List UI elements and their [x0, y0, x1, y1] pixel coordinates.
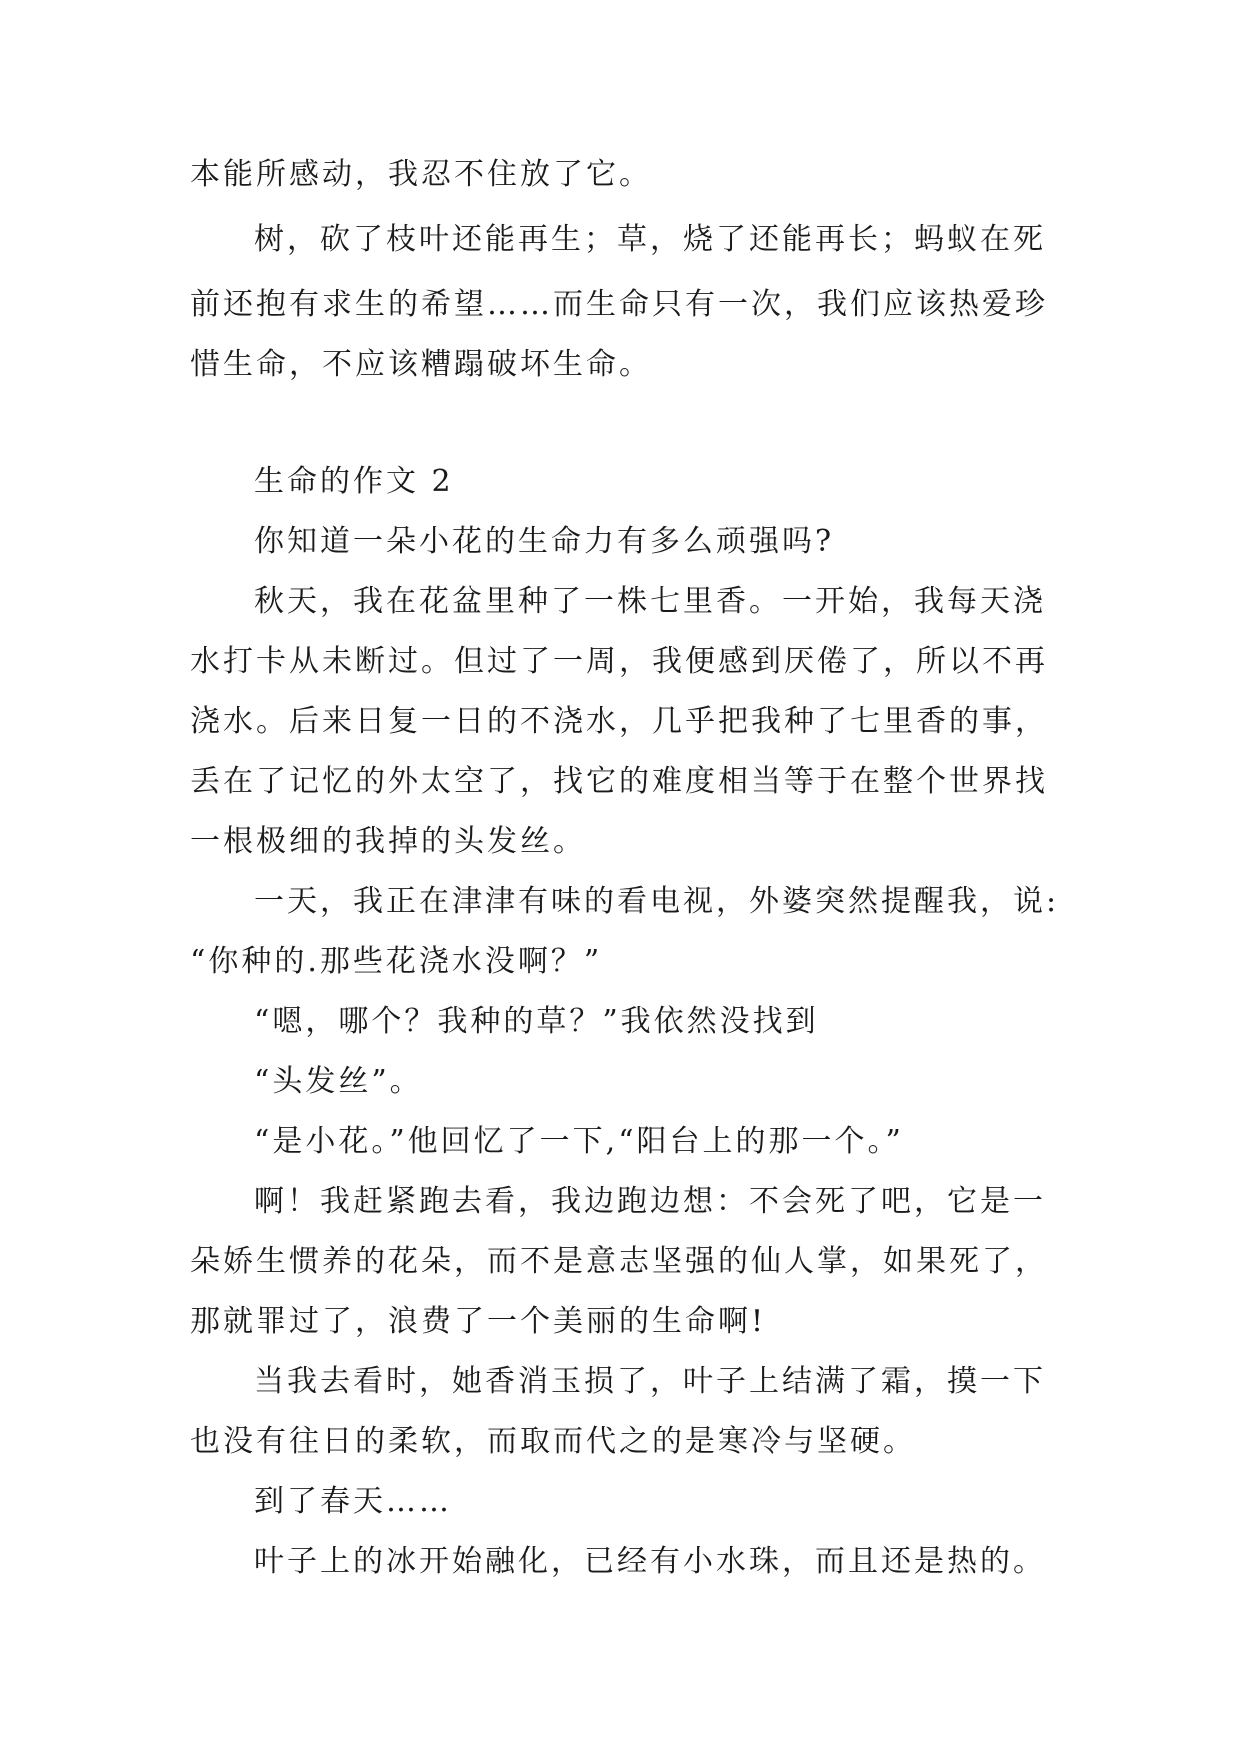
paragraph-line: 到了春天…… [254, 1484, 452, 1519]
paragraph-line: 惜生命，不应该糟蹋破坏生命。 [190, 347, 652, 382]
paragraph-line: 啊！我赶紧跑去看，我边跑边想：不会死了吧，它是一 [254, 1184, 1046, 1219]
paragraph-line: 前还抱有求生的希望……而生命只有一次，我们应该热爱珍 [190, 287, 1048, 322]
paragraph-line: 那就罪过了，浪费了一个美丽的生命啊! [190, 1304, 767, 1339]
paragraph-line: “你种的.那些花浇水没啊？” [190, 944, 603, 979]
paragraph-line: 朵娇生惯养的花朵，而不是意志坚强的仙人掌，如果死了， [190, 1244, 1048, 1279]
section-title: 生命的作文 2 [254, 464, 454, 499]
paragraph-line: 树，砍了枝叶还能再生；草，烧了还能再长；蚂蚁在死 [254, 222, 1046, 257]
paragraph-line: 叶子上的冰开始融化，已经有小水珠，而且还是热的。 [254, 1544, 1046, 1579]
paragraph-line: 也没有往日的柔软，而取而代之的是寒冷与坚硬。 [190, 1424, 916, 1459]
paragraph-line: 水打卡从未断过。但过了一周，我便感到厌倦了，所以不再 [190, 644, 1048, 679]
paragraph-line: 当我去看时，她香消玉损了，叶子上结满了霜，摸一下 [254, 1364, 1046, 1399]
paragraph-line: 你知道一朵小花的生命力有多么顽强吗? [254, 524, 835, 559]
paragraph-line: 秋天，我在花盆里种了一株七里香。一开始，我每天浇 [254, 584, 1046, 619]
paragraph-line: “是小花。”他回忆了一下,“阳台上的那一个。” [254, 1124, 904, 1159]
paragraph-line: 丢在了记忆的外太空了，找它的难度相当等于在整个世界找 [190, 764, 1048, 799]
paragraph-line: 一根极细的我掉的头发丝。 [190, 824, 586, 859]
paragraph-line: “头发丝”。 [254, 1064, 423, 1099]
paragraph-line: 一天，我正在津津有味的看电视，外婆突然提醒我，说: [254, 884, 1060, 919]
paragraph-line: 本能所感动，我忍不住放了它。 [190, 157, 652, 192]
paragraph-line: “嗯，哪个？我种的草？”我依然没找到 [254, 1004, 819, 1039]
paragraph-line: 浇水。后来日复一日的不浇水，几乎把我种了七里香的事， [190, 704, 1048, 739]
